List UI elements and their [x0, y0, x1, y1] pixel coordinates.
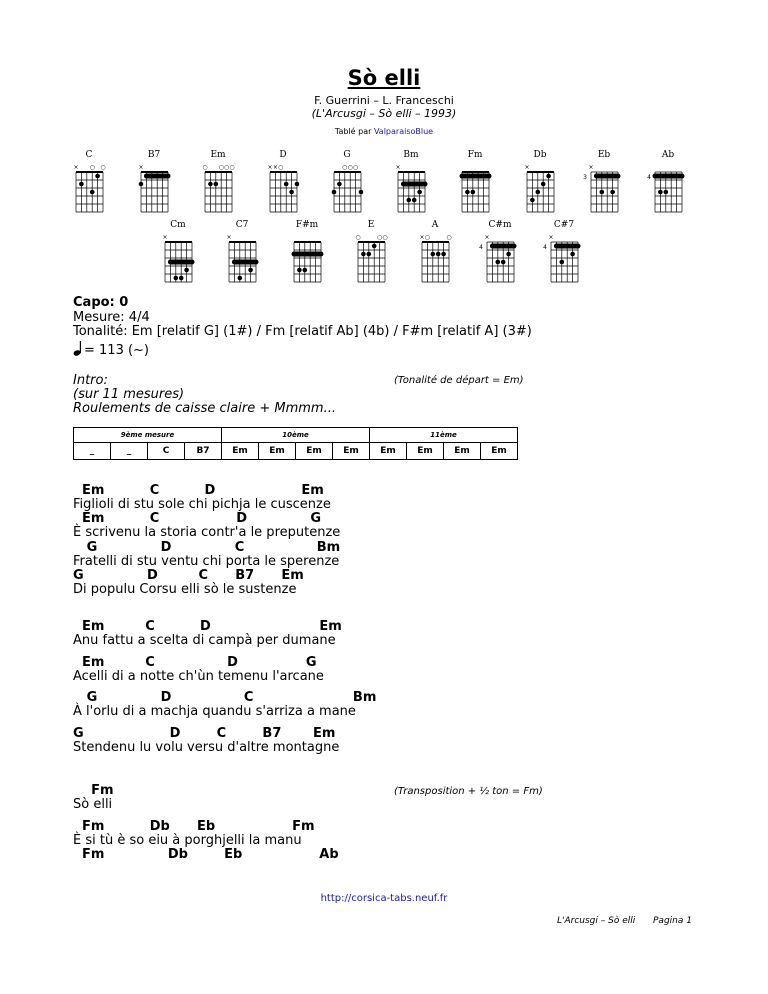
finger-dot: [79, 182, 84, 187]
chord-fretboard: [544, 230, 586, 286]
album-info: (L'Arcusgi – Sò elli – 1993): [311, 107, 457, 120]
string-marker: ×: [524, 164, 530, 171]
chord-line: Em C D G: [73, 511, 322, 526]
lyric-line: È scrivenu la storia contr'a le preputenze: [73, 525, 341, 540]
finger-dot: [412, 198, 417, 203]
chord-line: Em C D Em: [73, 619, 342, 634]
finger-dot: [284, 182, 289, 187]
barre-mark: [401, 182, 428, 187]
chord-line: Em C D G: [73, 655, 317, 670]
intro-label: Intro:: [73, 373, 108, 388]
chord-name: C7: [235, 220, 249, 230]
string-marker: ○: [223, 164, 230, 171]
string-marker: ×: [267, 164, 273, 171]
grid-cell: C: [148, 443, 185, 460]
chord-name: Em: [210, 150, 226, 160]
chord-fretboard: [648, 160, 690, 216]
measure-grid: [73, 427, 518, 460]
string-marker: ×: [138, 164, 144, 171]
chord-fretboard: [415, 230, 457, 286]
barre-mark: [144, 174, 171, 179]
chord-line: G D C B7 Em: [73, 726, 336, 741]
finger-dot: [372, 244, 377, 249]
song-title: Sò elli: [347, 66, 421, 90]
chord-line: G D C B7 Em: [73, 568, 304, 583]
chord-name: Ab: [661, 150, 675, 160]
chord-fretboard: [134, 160, 176, 216]
finger-dot: [95, 174, 100, 179]
barre-mark: [554, 244, 581, 249]
tabbed-by: [0, 127, 768, 136]
grid-header: 9ème mesure: [74, 428, 222, 443]
finger-dot: [496, 260, 501, 265]
finger-dot: [546, 174, 551, 179]
finger-dot: [160, 174, 165, 179]
chord-name: C: [85, 150, 93, 160]
barre-mark: [232, 260, 259, 265]
song-authors: F. Guerrini – L. Franceschi: [314, 94, 454, 107]
grid-cell: Em: [481, 443, 518, 460]
string-marker: ×: [272, 164, 278, 171]
chord-fretboard: [327, 160, 369, 216]
finger-dot: [295, 182, 300, 187]
finger-dot: [436, 252, 441, 257]
finger-dot: [214, 182, 219, 187]
chord-name: C#m: [488, 220, 512, 230]
lyric-line: Stendenu lu volu versu d'altre montagne: [73, 740, 340, 755]
grid-cell: Em: [296, 443, 333, 460]
fret-number: 4: [479, 244, 483, 251]
tempo-info: [73, 340, 149, 358]
tabber-link[interactable]: ValparaisoBlue: [373, 127, 434, 136]
finger-dot: [367, 252, 372, 257]
string-marker: ×: [395, 164, 401, 171]
finger-dot: [150, 174, 155, 179]
finger-dot: [184, 268, 189, 273]
string-marker: ○: [446, 234, 452, 241]
chord-name: C#7: [553, 220, 575, 230]
barre-mark: [292, 252, 324, 257]
chord-name: Fm: [467, 150, 483, 160]
barre-mark: [460, 174, 492, 179]
chord-name: D: [279, 150, 287, 160]
website-link[interactable]: http://corsica-tabs.neuf.fr: [320, 893, 448, 904]
lyric-line: Di populu Corsu elli sò le sustenze: [73, 582, 297, 597]
finger-dot: [658, 190, 663, 195]
finger-dot: [471, 190, 476, 195]
chord-name: E: [367, 220, 375, 230]
finger-dot: [506, 252, 511, 257]
grid-header: 11ème: [370, 428, 518, 443]
chord-fretboard: [520, 160, 562, 216]
grid-cell: B7: [185, 443, 222, 460]
grid-cell: Em: [407, 443, 444, 460]
finger-dot: [541, 182, 546, 187]
footer-page-number: Pagina 1: [653, 916, 692, 926]
string-marker: ×: [548, 234, 554, 241]
string-marker: ○: [100, 164, 106, 171]
finger-dot: [664, 190, 669, 195]
finger-dot: [238, 276, 243, 281]
string-marker: ○: [278, 164, 284, 171]
finger-dot: [501, 260, 506, 265]
finger-dot: [174, 276, 179, 281]
lyric-line: Fratelli di stu ventu chi porta le sperenze: [73, 554, 340, 569]
chord-line: Fm Db Eb Ab: [73, 847, 339, 862]
chord-fretboard: [69, 160, 111, 216]
fret-number: 3: [583, 174, 587, 181]
chord-name: Cm: [170, 220, 186, 230]
chord-line: Fm: [73, 783, 114, 798]
string-marker: ×: [226, 234, 232, 241]
intro-measures: (sur 11 mesures): [73, 387, 185, 402]
string-marker: ○: [89, 164, 95, 171]
finger-dot: [90, 190, 95, 195]
lyric-line: À l'orlu di a machja quandu s'arriza a mane: [73, 704, 356, 719]
grid-cell: Em: [222, 443, 259, 460]
grid-cell: _: [74, 443, 111, 460]
string-marker: ×: [588, 164, 594, 171]
lyric-line: Sò elli: [73, 797, 113, 812]
grid-cell: Em: [370, 443, 407, 460]
fret-number: 4: [647, 174, 651, 181]
barre-mark: [594, 174, 621, 179]
finger-dot: [248, 268, 253, 273]
string-marker: ×: [484, 234, 490, 241]
transposition-note: (Transposition + ½ ton = Fm): [394, 786, 543, 797]
lyric-line: Figlioli di stu sole chi pichja le cuscenze: [73, 497, 331, 512]
finger-dot: [337, 182, 342, 187]
start-key-note: (Tonalité de départ = Em): [394, 375, 524, 386]
mesure-info: Mesure: 4/4: [73, 310, 150, 325]
chord-name: B7: [147, 150, 161, 160]
string-marker: ○: [347, 164, 353, 171]
chord-name: Eb: [597, 150, 611, 160]
fret-number: 4: [543, 244, 547, 251]
lyric-line: Acelli di a notte ch'ùn temenu l'arcane: [73, 669, 324, 684]
chord-fretboard: [584, 160, 626, 216]
chord-fretboard: [263, 160, 305, 216]
string-marker: ○: [352, 164, 359, 171]
string-marker: ○: [424, 234, 431, 241]
string-marker: ○: [342, 164, 348, 171]
finger-dot: [359, 190, 364, 195]
capo-info: Capo: 0: [73, 295, 129, 310]
finger-dot: [441, 252, 446, 257]
finger-dot: [431, 252, 436, 257]
finger-dot: [303, 268, 308, 273]
chord-fretboard: [222, 230, 264, 286]
chord-fretboard: [480, 230, 522, 286]
string-marker: ○: [382, 234, 388, 241]
grid-cell: Em: [259, 443, 296, 460]
chord-line: G D C Bm: [73, 690, 377, 705]
string-marker: ○: [376, 234, 383, 241]
tempo-value: = 113 (~): [84, 343, 150, 358]
finger-dot: [332, 190, 337, 195]
finger-dot: [465, 190, 470, 195]
finger-dot: [407, 198, 412, 203]
string-marker: ×: [419, 234, 425, 241]
intro-description: Roulements de caisse claire + Mmmm...: [73, 401, 336, 416]
finger-dot: [139, 182, 144, 187]
finger-dot: [610, 190, 615, 195]
chord-fretboard: [158, 230, 200, 286]
finger-dot: [417, 190, 422, 195]
chord-name: Bm: [403, 150, 419, 160]
chord-name: Db: [533, 150, 547, 160]
footer-song: L'Arcusgi – Sò elli: [557, 916, 636, 926]
barre-mark: [490, 244, 517, 249]
finger-dot: [536, 190, 541, 195]
finger-dot: [560, 260, 565, 265]
grid-header: 10ème: [222, 428, 370, 443]
chord-name: A: [431, 220, 439, 230]
barre-mark: [653, 174, 685, 179]
string-marker: ×: [73, 164, 79, 171]
finger-dot: [208, 182, 213, 187]
chord-name: G: [343, 150, 351, 160]
lyric-line: Anu fattu a scelta di campà per dumane: [73, 633, 336, 648]
grid-cell: _: [111, 443, 148, 460]
chord-fretboard: [455, 160, 497, 216]
string-marker: ○: [218, 164, 224, 171]
chord-line: Em C D Em: [73, 483, 324, 498]
chord-fretboard: [287, 230, 329, 286]
finger-dot: [570, 252, 575, 257]
string-marker: ×: [162, 234, 168, 241]
barre-mark: [168, 260, 195, 265]
finger-dot: [289, 190, 294, 195]
grid-cell: Em: [444, 443, 481, 460]
finger-dot: [361, 252, 366, 257]
chord-name: F#m: [295, 220, 319, 230]
grid-cell: Em: [333, 443, 370, 460]
finger-dot: [600, 190, 605, 195]
tabbed-by-prefix: Tablé par: [334, 127, 374, 136]
finger-dot: [297, 268, 302, 273]
tonalite-info: Tonalité: Em [relatif G] (1#) / Fm [relatif Ab] (4b) / F#m [relatif A] (3#): [73, 324, 532, 339]
quarter-note-icon: [73, 340, 84, 356]
string-marker: ○: [202, 164, 208, 171]
string-marker: ○: [355, 234, 361, 241]
chord-fretboard: [351, 230, 393, 286]
lyric-line: È si tù è so eiu à porghjelli la manu: [73, 833, 302, 848]
finger-dot: [530, 198, 535, 203]
string-marker: ○: [229, 164, 235, 171]
chord-fretboard: [391, 160, 433, 216]
chord-line: Fm Db Eb Fm: [73, 819, 315, 834]
chord-fretboard: [198, 160, 240, 216]
finger-dot: [179, 276, 184, 281]
chord-line: G D C Bm: [73, 540, 341, 555]
